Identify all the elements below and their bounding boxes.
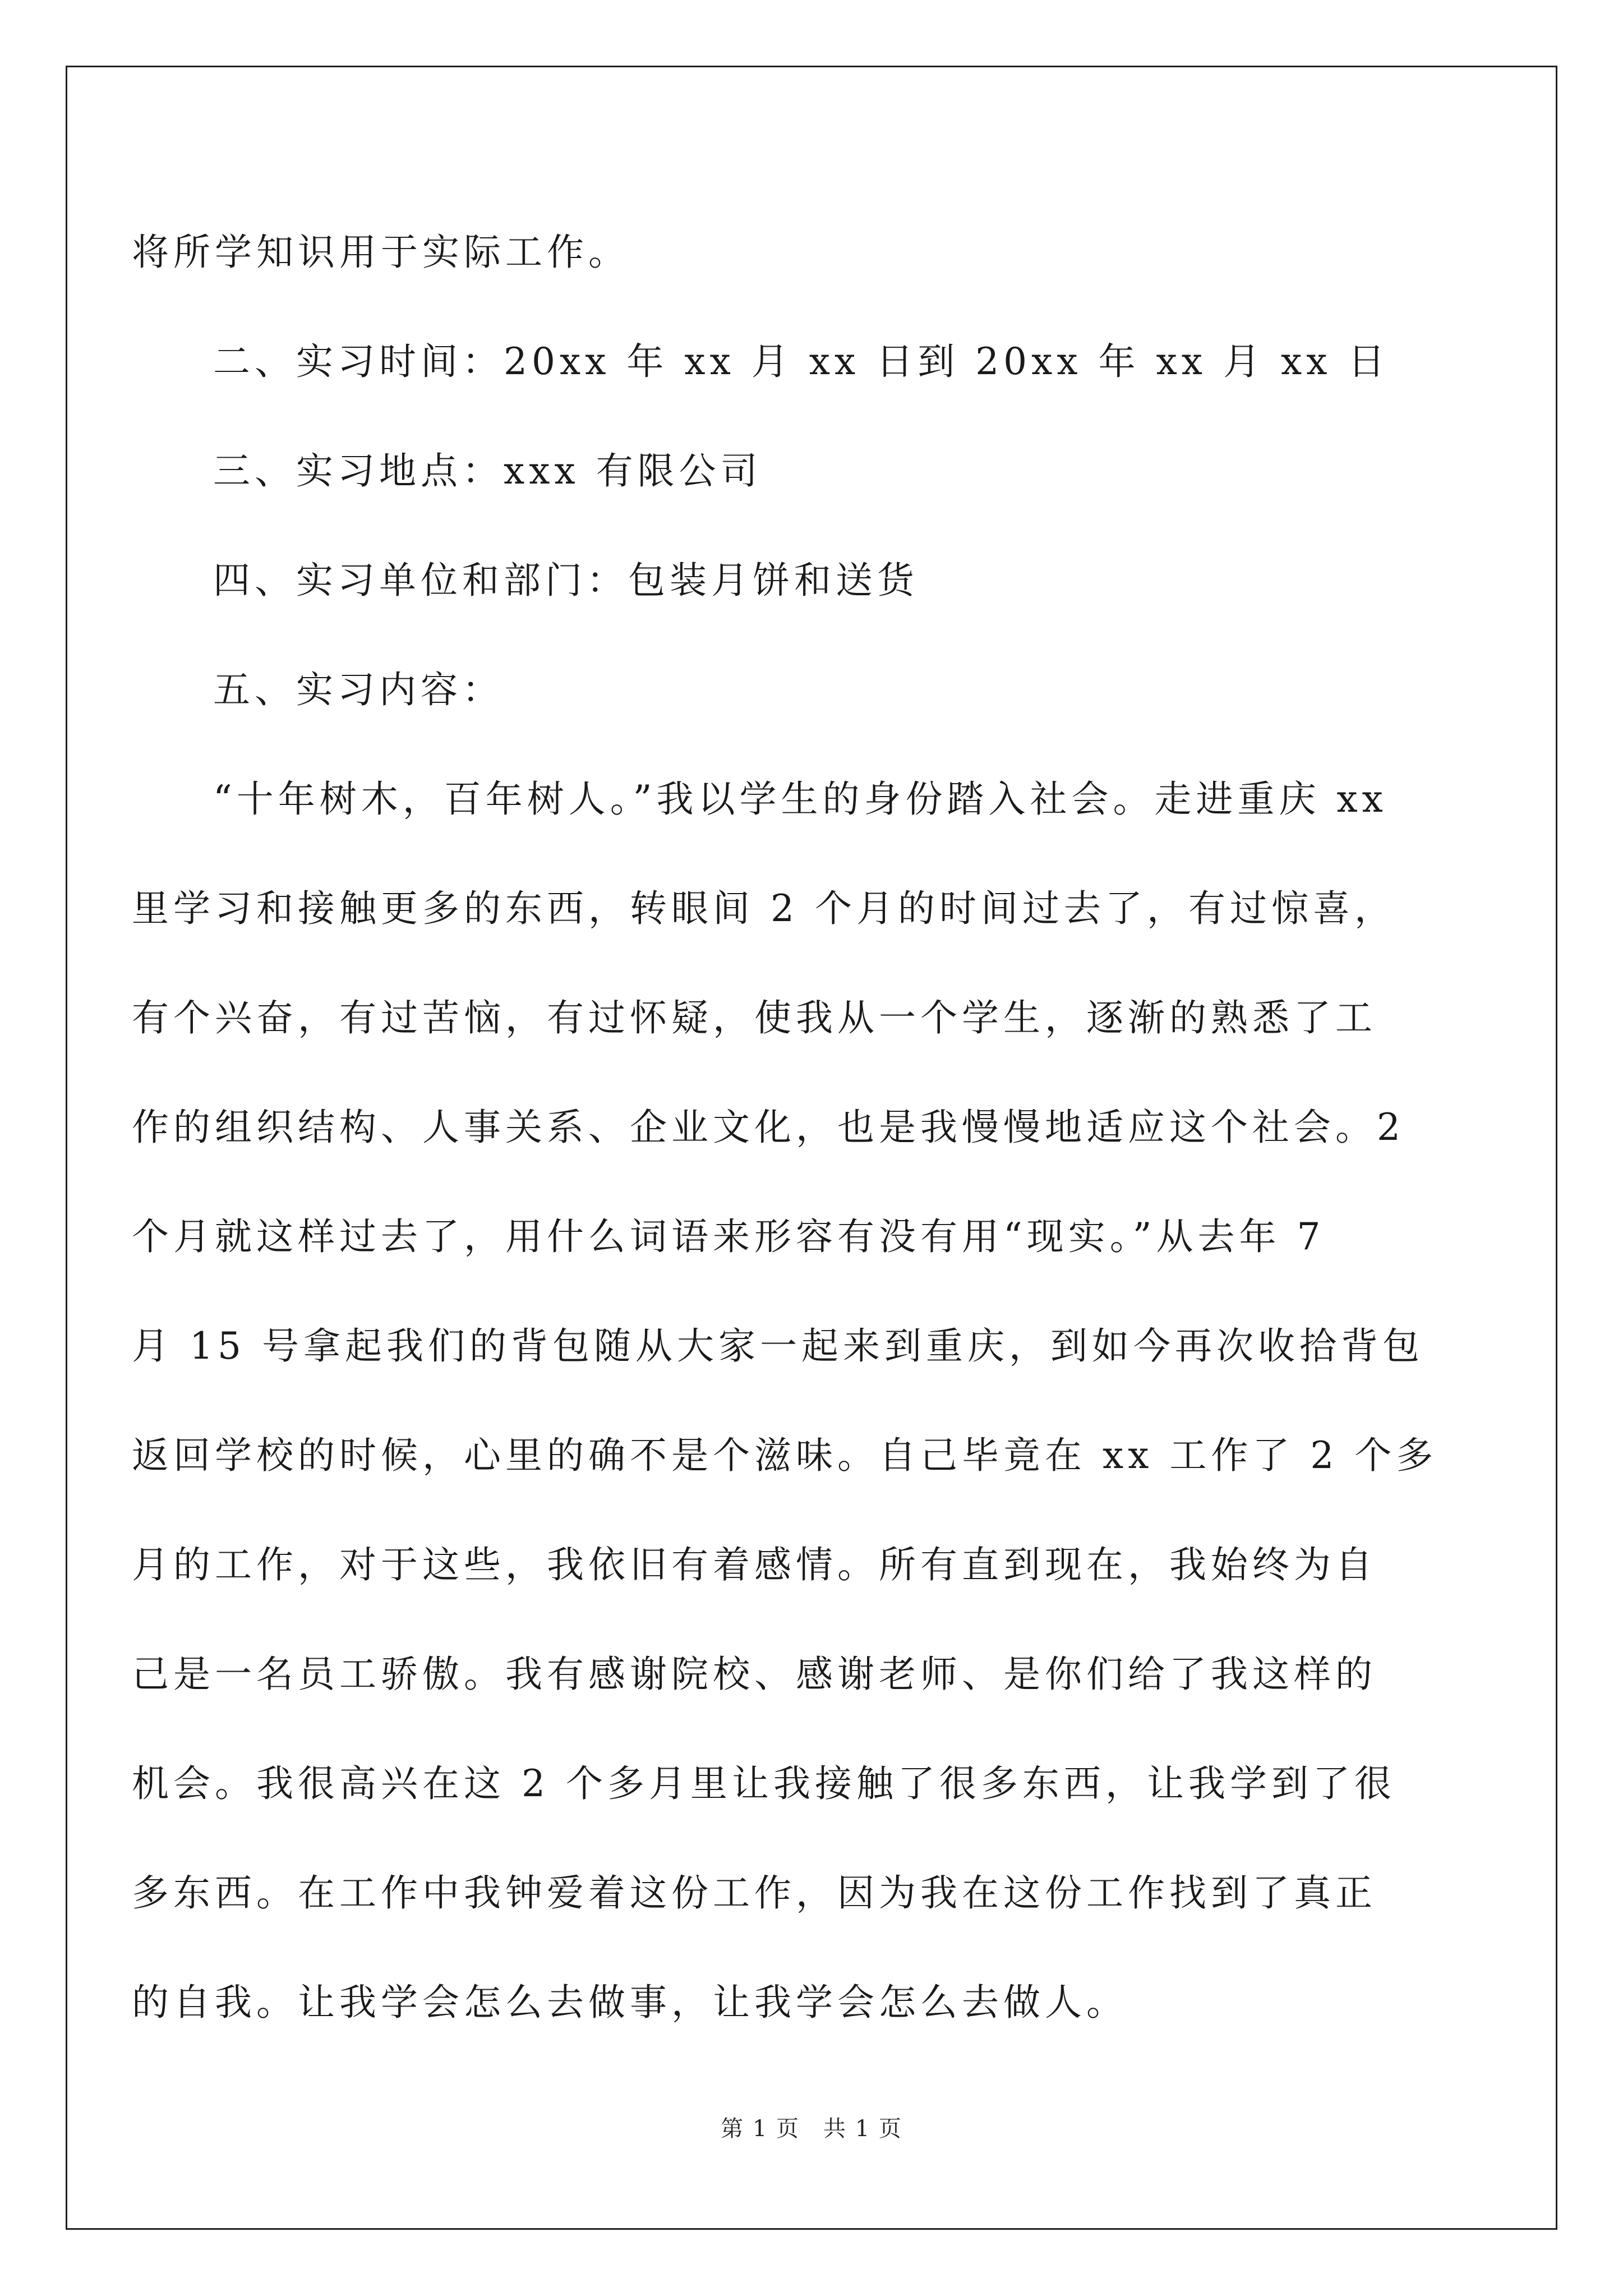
section-heading-location: 三、实习地点：xxx 有限公司	[213, 449, 762, 493]
paragraph-line: 个月就这样过去了，用什么词语来形容有没有用“现实。”从去年 7	[132, 1215, 1325, 1258]
paragraph-line: 己是一名员工骄傲。我有感谢院校、感谢老师、是你们给了我这样的	[132, 1653, 1377, 1696]
section-heading-content: 五、实习内容：	[213, 668, 504, 711]
paragraph-line: 多东西。在工作中我钟爱着这份工作，因为我在这份工作找到了真正	[132, 1871, 1377, 1915]
document-body	[132, 224, 1444, 2024]
section-heading-time: 二、实习时间：20xx 年 xx 月 xx 日到 20xx 年 xx 月 xx 日	[213, 340, 1390, 383]
paragraph-line: “十年树木，百年树人。”我以学生的身份踏入社会。走进重庆 xx	[213, 777, 1387, 821]
paragraph-line: 有个兴奋，有过苦恼，有过怀疑，使我从一个学生，逐渐的熟悉了工	[132, 996, 1377, 1039]
paragraph-line: 月 15 号拿起我们的背包随从大家一起来到重庆，到如今再次收拾背包	[132, 1324, 1424, 1368]
paragraph-line: 的自我。让我学会怎么去做事，让我学会怎么去做人。	[132, 1981, 1128, 2024]
text-line: 将所学知识用于实际工作。	[132, 231, 630, 274]
paragraph-line: 里学习和接触更多的东西，转眼间 2 个月的时间过去了，有过惊喜，	[132, 887, 1396, 930]
paragraph-line: 机会。我很高兴在这 2 个多月里让我接触了很多东西，让我学到了很	[132, 1762, 1396, 1805]
paragraph-line: 作的组织结构、人事关系、企业文化，也是我慢慢地适应这个社会。2	[132, 1106, 1405, 1149]
page-footer: 第 1 页 共 1 页	[721, 2116, 902, 2142]
section-heading-unit: 四、实习单位和部门：包装月饼和送货	[213, 559, 919, 602]
paragraph-line: 返回学校的时候，心里的确不是个滋味。自己毕竟在 xx 工作了 2 个多	[132, 1434, 1438, 1477]
paragraph-line: 月的工作，对于这些，我依旧有着感情。所有直到现在，我始终为自	[132, 1543, 1377, 1586]
